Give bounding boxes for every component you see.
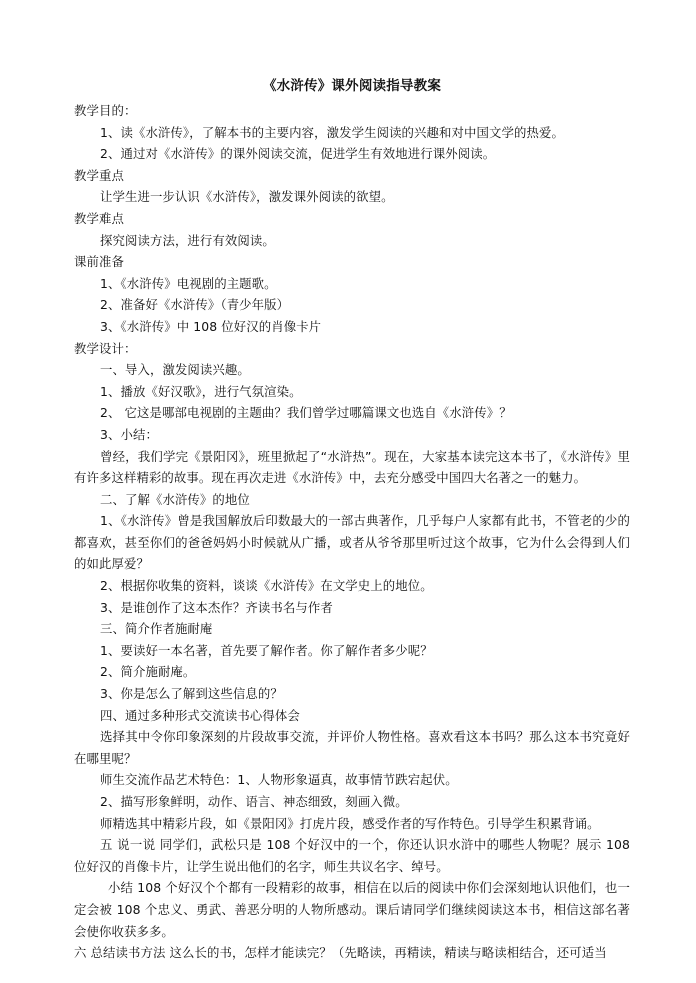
section-3-item-3: 3、你是怎么了解到这些信息的？ — [100, 686, 283, 702]
heading-objectives: 教学目的： — [74, 103, 137, 118]
section-1-item-2: 2、 它这是哪部电视剧的主题曲？我们曾学过哪篇课文也选自《水浒传》？ — [100, 405, 512, 421]
section-1-heading: 一、导入，激发阅读兴趣。 — [100, 362, 250, 378]
heading-design: 教学设计： — [74, 340, 137, 356]
section-2-item-1: 1、《水浒传》曾是我国解放后印数最大的一部古典著作，几乎每户人家都有此书，不管老的少的都喜欢，甚至你们的爸爸妈妈小时候就从广播，或者从爷爷那里听过这个故事，它为什么会得到人们的如此厚爱？ — [74, 513, 630, 572]
key-point-text: 让学生进一步认识《水浒传》，激发课外阅读的欲望。 — [100, 189, 394, 205]
heading-difficulties: 教学难点 — [74, 210, 124, 226]
section-2-item-3: 3、是谁创作了这本杰作？齐读书名与作者 — [100, 599, 333, 615]
section-3-item-1: 1、要读好一本名著，首先要了解作者。你了解作者多少呢？ — [100, 642, 433, 658]
preparation-2: 2、准备好《水浒传》（青少年版） — [100, 297, 290, 313]
document-title: 《水浒传》课外阅读指导教案 — [262, 78, 442, 94]
section-4-features-1: 师生交流作品艺术特色：1、人物形象逼真，故事情节跌宕起伏。 — [100, 772, 458, 788]
document-page — [74, 76, 630, 964]
objective-2: 2、通过对《水浒传》的课外阅读交流，促进学生有效地进行课外阅读。 — [100, 146, 496, 162]
preparation-3: 3、《水浒传》中 108 位好汉的肖像卡片 — [100, 318, 322, 334]
section-5-summary: 小结 108 个好汉个个都有一段精彩的故事，相信在以后的阅读中你们会深刻地认识他们，也一定会被 108 个忠义、勇武、善恶分明的人物所感动。课后请同学们继续阅读这本书，相信这部名著会使你收获多多。 — [74, 880, 630, 939]
section-4-heading: 四、通过多种形式交流读书心得体会 — [100, 707, 300, 723]
section-4-paragraph: 选择其中令你印象深刻的片段故事交流，并评价人物性格。喜欢看这本书吗？那么这本书究竟好在哪里呢？ — [74, 729, 630, 766]
difficulty-text: 探究阅读方法，进行有效阅读。 — [100, 232, 275, 248]
heading-preparation: 课前准备 — [74, 254, 124, 270]
objective-1: 1、读《水浒传》，了解本书的主要内容，激发学生阅读的兴趣和对中国文学的热爱。 — [100, 124, 564, 140]
section-2-item-2: 2、根据你收集的资料，谈谈《水浒传》在文学史上的地位。 — [100, 578, 433, 594]
section-6-heading: 六 总结读书方法 这么长的书，怎样才能读完？（先略读，再精读，精读与略读相结合，还可适当 — [74, 945, 607, 961]
heading-key-points: 教学重点 — [74, 167, 124, 183]
section-3-item-2: 2、简介施耐庵。 — [100, 664, 196, 680]
section-4-features-2: 2、描写形象鲜明，动作、语言、神态细致，刻画入微。 — [100, 794, 408, 809]
section-1-item-3: 3、小结： — [100, 426, 158, 442]
section-3-heading: 三、简介作者施耐庵 — [100, 621, 213, 637]
section-5-paragraph: 五 说一说 同学们，武松只是 108 个好汉中的一个，你还认识水浒中的哪些人物呢？展示 108 位好汉的肖像卡片，让学生说出他们的名字，师生共议名字、绰号。 — [74, 837, 630, 874]
section-4-excerpt: 师精选其中精彩片段，如《景阳冈》打虎片段，感受作者的写作特色。引导学生积累背诵。 — [100, 815, 600, 831]
section-2-heading: 二、了解《水浒传》的地位 — [100, 491, 250, 507]
preparation-1: 1、《水浒传》电视剧的主题歌。 — [100, 275, 277, 291]
section-1-item-1: 1、播放《好汉歌》，进行气氛渲染。 — [100, 383, 302, 399]
section-1-summary: 曾经，我们学完《景阳冈》，班里掀起了“水浒热”。现在，大家基本读完这本书了，《水浒传》里有许多这样精彩的故事。现在再次走进《水浒传》中，去充分感受中国四大名著之一的魅力。 — [74, 448, 630, 486]
